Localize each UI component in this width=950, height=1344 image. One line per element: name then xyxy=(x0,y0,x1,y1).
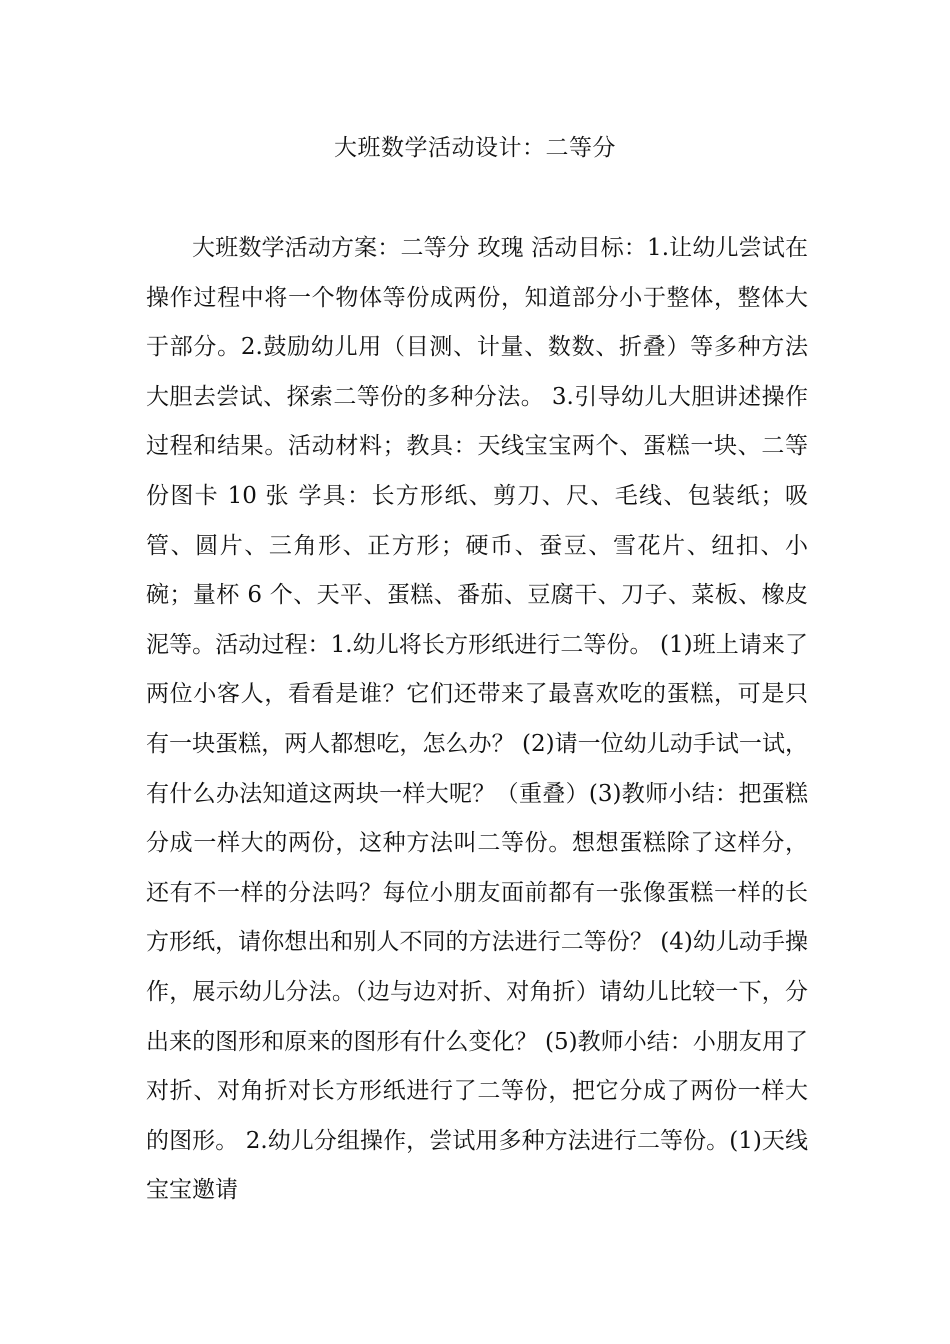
document-body-paragraph: 大班数学活动方案：二等分 玫瑰 活动目标：1.让幼儿尝试在操作过程中将一个物体等份成两份，知道部分小于整体，整体大于部分。2.鼓励幼儿用（目测、计量、数数、折叠）等多种方法大胆去尝试、探索二等份的多种分法。 3.引导幼儿大胆讲述操作过程和结果。活动材料；教具：天线宝宝两个、蛋糕一块、二等份图卡 10 张 学具：长方形纸、剪刀、尺、毛线、包装纸；吸管、圆片、三角形、正方形；硬币、蚕豆、雪花片、纽扣、小碗；量杯 6 个、天平、蛋糕、番茄、豆腐干、刀子、菜板、橡皮泥等。活动过程：1.幼儿将长方形纸进行二等份。 (1)班上请来了两位小客人，看看是谁？它们还带来了最喜欢吃的蛋糕，可是只有一块蛋糕，两人都想吃，怎么办？ (2)请一位幼儿动手试一试，有什么办法知道这两块一样大呢？（重叠）(3)教师小结：把蛋糕分成一样大的两份，这种方法叫二等份。想想蛋糕除了这样分，还有不一样的分法吗？每位小朋友面前都有一张像蛋糕一样的长方形纸，请你想出和别人不同的方法进行二等份？ (4)幼儿动手操作，展示幼儿分法。（边与边对折、对角折）请幼儿比较一下，分出来的图形和原来的图形有什么变化？ (5)教师小结：小朋友用了对折、对角折对长方形纸进行了二等份，把它分成了两份一样大的图形。 2.幼儿分组操作，尝试用多种方法进行二等份。(1)天线宝宝邀请 xyxy=(146,235,808,1204)
document-title: 大班数学活动设计：二等分 xyxy=(334,135,616,161)
